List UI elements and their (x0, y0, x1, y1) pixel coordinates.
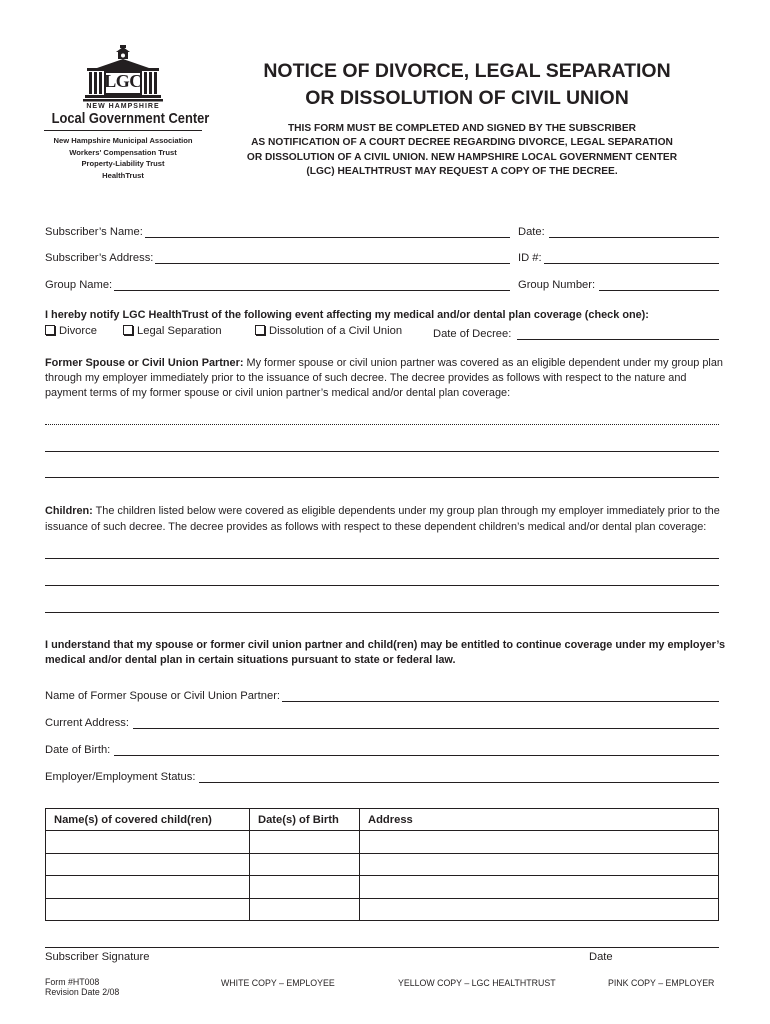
covered-children-table (45, 808, 719, 921)
table-row (46, 876, 719, 898)
revision-date: Revision Date 2/08 (45, 987, 120, 997)
id-field[interactable] (518, 248, 719, 264)
notice-line-2: AS NOTIFICATION OF A COURT DECREE REGARDING DIVORCE, LEGAL SEPARATION (251, 137, 673, 149)
white-copy-label: WHITE COPY – EMPLOYEE (221, 978, 335, 988)
coverage-understanding-statement: I understand that my spouse or former civil union partner and child(ren) may be entitled to continue coverage under my employer’s medical and/or dental plan in certain situations pursuant to state or federal law. (45, 639, 725, 666)
current-address-label: Current Address: (45, 717, 129, 729)
form-title-line-2: OR DISSOLUTION OF CIVIL UNION (305, 87, 629, 109)
signature-date-label: Date (589, 951, 613, 963)
table-cell[interactable] (250, 898, 360, 920)
table-cell[interactable] (360, 831, 719, 853)
divorce-checkbox[interactable] (45, 325, 97, 337)
group-number-field[interactable] (518, 275, 719, 291)
logo-affiliate-4: HealthTrust (102, 170, 144, 180)
former-partner-name-line[interactable] (282, 690, 719, 702)
decree-date-label: Date of Decree: (433, 328, 512, 340)
notice-line-1: THIS FORM MUST BE COMPLETED AND SIGNED BY THE SUBSCRIBER (287, 123, 637, 134)
table-cell[interactable] (46, 831, 250, 853)
date-of-birth-line[interactable] (114, 744, 719, 756)
table-row (46, 898, 719, 920)
group-number-line[interactable] (599, 279, 719, 291)
table-cell[interactable] (250, 831, 360, 853)
children-line-3[interactable] (45, 612, 719, 613)
checkbox-icon[interactable] (123, 325, 133, 335)
date-of-birth-field[interactable] (45, 740, 719, 756)
former-spouse-line-2[interactable] (45, 451, 719, 452)
decree-date-field[interactable] (433, 324, 719, 340)
event-heading: I hereby notify LGC HealthTrust of the following event affecting my medical and/or dental plan coverage (check one): (45, 309, 649, 321)
notice-line-3: OR DISSOLUTION OF A CIVIL UNION. NEW HAMPSHIRE LOCAL GOVERNMENT CENTER (246, 151, 678, 163)
employment-status-label: Employer/Employment Status: (45, 771, 196, 783)
form-notice (212, 122, 712, 179)
id-line[interactable] (544, 252, 719, 264)
employment-status-field[interactable] (45, 767, 719, 783)
former-spouse-label: Former Spouse or Civil Union Partner: (45, 357, 244, 369)
former-spouse-text: My former spouse or civil union partner was covered as an eligible dependent under my group plan through my employer immediately prior to the issuance of such decree. The decree provides as follows with respect to the nature and payment terms of my former spouse or civil union partner’s medical and/or dental plan coverage: (45, 357, 723, 399)
subscriber-name-label: Subscriber’s Name: (45, 226, 143, 238)
group-name-label: Group Name: (45, 279, 113, 291)
logo-affiliate-1: New Hampshire Municipal Association (53, 136, 193, 145)
form-title-line-1: NOTICE OF DIVORCE, LEGAL SEPARATION (263, 60, 671, 82)
former-spouse-line-1[interactable] (45, 424, 719, 425)
legal-separation-label: Legal Separation (137, 325, 222, 337)
group-name-line[interactable] (114, 279, 510, 291)
employment-status-line[interactable] (199, 771, 719, 783)
logo-affiliate-2: Workers' Compensation Trust (69, 147, 177, 157)
table-row (46, 831, 719, 853)
logo-organization-name: Local Government Center (51, 110, 210, 127)
subscriber-name-field[interactable] (45, 222, 510, 238)
table-row (46, 853, 719, 875)
subscriber-address-label: Subscriber’s Address: (45, 252, 154, 264)
table-cell[interactable] (46, 876, 250, 898)
table-header-row (46, 809, 719, 831)
former-spouse-paragraph (45, 356, 725, 400)
current-address-field[interactable] (45, 713, 719, 729)
checkbox-icon[interactable] (45, 325, 55, 335)
form-title (222, 58, 712, 112)
children-name-header: Name(s) of covered child(ren) (46, 809, 250, 831)
current-address-line[interactable] (133, 717, 719, 729)
subscriber-address-field[interactable] (45, 248, 510, 264)
date-field[interactable] (518, 222, 719, 238)
pink-copy-label: PINK COPY – EMPLOYER (608, 978, 715, 988)
former-partner-name-field[interactable] (45, 686, 719, 702)
legal-separation-checkbox[interactable] (123, 325, 222, 337)
checkbox-icon[interactable] (255, 325, 265, 335)
former-spouse-line-3[interactable] (45, 477, 719, 478)
form-number: Form #HT008 (45, 977, 100, 987)
logo-divider (44, 130, 202, 131)
children-line-2[interactable] (45, 585, 719, 586)
logo-mark: LGC (104, 71, 142, 91)
signature-line[interactable] (45, 947, 719, 948)
lgc-logo (40, 44, 210, 181)
children-paragraph (45, 503, 725, 535)
table-cell[interactable] (360, 898, 719, 920)
logo-affiliate-3: Property-Liability Trust (81, 159, 165, 169)
group-number-label: Group Number: (518, 279, 596, 291)
yellow-copy-label: YELLOW COPY – LGC HEALTHTRUST (398, 978, 556, 988)
subscriber-name-line[interactable] (145, 226, 510, 238)
table-cell[interactable] (250, 853, 360, 875)
logo-state: NEW HAMPSHIRE (86, 103, 160, 110)
children-address-header: Address (360, 809, 719, 831)
children-text: The children listed below were covered as eligible dependents under my group plan through my employer immediately prior to the issuance of such decree. The decree provides as follows with respect to these dependent children’s medical and/or dental plan coverage: (45, 505, 720, 533)
date-label: Date: (518, 226, 545, 238)
children-line-1[interactable] (45, 558, 719, 559)
dissolution-label: Dissolution of a Civil Union (269, 325, 403, 337)
group-name-field[interactable] (45, 275, 510, 291)
table-cell[interactable] (250, 876, 360, 898)
date-of-birth-label: Date of Birth: (45, 744, 111, 756)
table-cell[interactable] (360, 853, 719, 875)
id-label: ID #: (518, 252, 542, 264)
table-cell[interactable] (360, 876, 719, 898)
divorce-label: Divorce (59, 325, 97, 337)
decree-date-line[interactable] (517, 328, 719, 340)
former-partner-name-label: Name of Former Spouse or Civil Union Partner: (45, 690, 281, 702)
dissolution-checkbox[interactable] (255, 325, 402, 337)
signature-label: Subscriber Signature (45, 951, 150, 963)
children-label: Children: (45, 505, 93, 517)
table-cell[interactable] (46, 898, 250, 920)
subscriber-address-line[interactable] (155, 252, 510, 264)
table-cell[interactable] (46, 853, 250, 875)
notice-line-4: (LGC) HEALTHTRUST MAY REQUEST A COPY OF THE DECREE. (306, 165, 618, 177)
children-dob-header: Date(s) of Birth (250, 809, 360, 831)
date-line[interactable] (549, 226, 719, 238)
